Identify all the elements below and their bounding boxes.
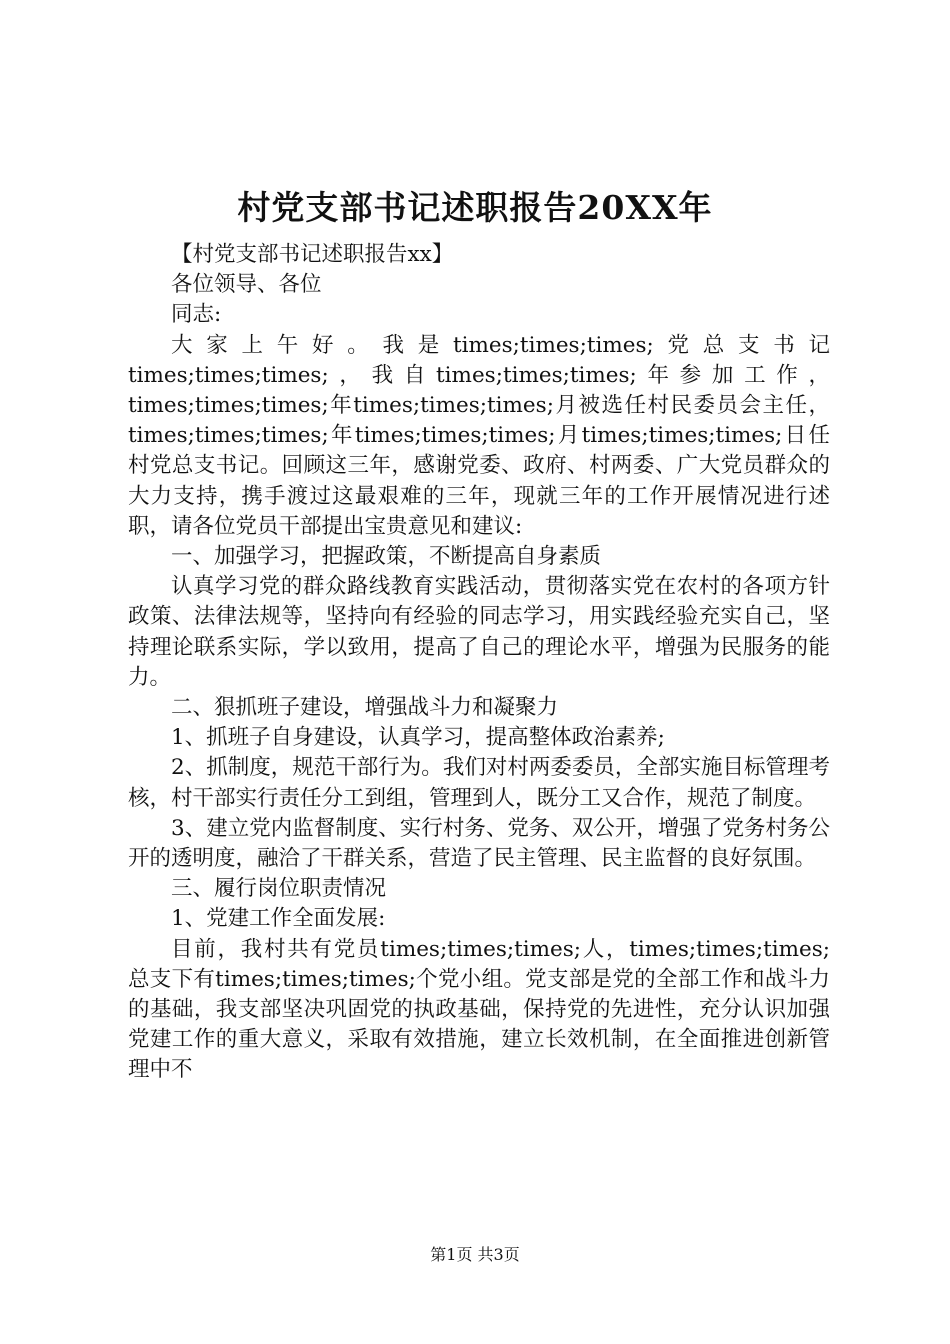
doc-paragraph-9: 2、抓制度，规范干部行为。我们对村两委委员，全部实施目标管理考核，村干部实行责任分工到组，管理到人，既分工又合作，规范了制度。 [128, 755, 830, 811]
doc-paragraph-5: 一、加强学习，把握政策，不断提高自身素质 [171, 544, 602, 570]
doc-paragraph-2: 各位领导、各位 [171, 272, 322, 298]
document-body [128, 240, 830, 1086]
doc-paragraph-11: 三、履行岗位职责情况 [171, 876, 387, 902]
doc-paragraph-4: 大家上午好。我是times;times;times;党总支书记times;times;times;，我自times;times;times;年参加工作，times;times;times;年times;times;times;月被选任村民委员会主任，times;times;times;年times;times;times;月times;times;times;日任村党总支书记。回顾这三年，感谢党委、政府、村两委、广大党员群众的大力支持，携手渡过这最艰难的三年，现就三年的工作开展情况进行述职，请各位党员干部提出宝贵意见和建议: [128, 332, 830, 539]
doc-paragraph-1: 【村党支部书记述职报告xx】 [171, 242, 454, 267]
page-number-footer: 第1页 共3页 [430, 1245, 520, 1264]
doc-paragraph-10: 3、建立党内监督制度、实行村务、党务、双公开，增强了党务村务公开的透明度，融洽了干群关系，营造了民主管理、民主监督的良好氛围。 [128, 815, 830, 872]
doc-paragraph-3: 同志: [171, 302, 222, 328]
doc-paragraph-7: 二、狠抓班子建设，增强战斗力和凝聚力 [171, 695, 559, 721]
doc-paragraph-13: 目前，我村共有党员times;times;times;人，times;times;times;总支下有times;times;times;个党小组。党支部是党的全部工作和战斗力的基础，我支部坚决巩固党的执政基础，保持党的先进性，充分认识加强党建工作的重大意义，采取有效措施，建立长效机制，在全面推进创新管理中不 [128, 936, 830, 1083]
doc-paragraph-12: 1、党建工作全面发展: [171, 906, 386, 932]
doc-paragraph-8: 1、抓班子自身建设，认真学习，提高整体政治素养; [171, 725, 665, 751]
document-title: 村党支部书记述职报告20XX年 [237, 188, 713, 227]
doc-paragraph-6: 认真学习党的群众路线教育实践活动，贯彻落实党在农村的各项方针政策、法律法规等，坚持向有经验的同志学习，用实践经验充实自己，坚持理论联系实际，学以致用，提高了自己的理论水平，增强为民服务的能力。 [128, 574, 830, 690]
